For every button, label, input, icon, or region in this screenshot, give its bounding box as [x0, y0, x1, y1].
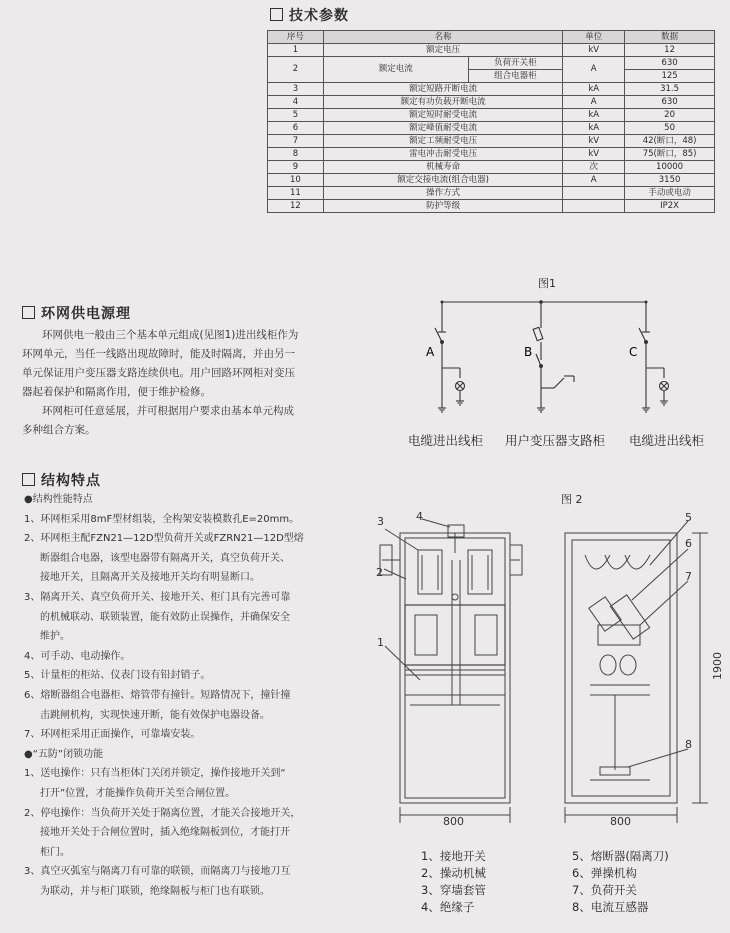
- legend-item: 5、熔断器(隔离刀): [572, 849, 669, 863]
- checkbox-square-icon: [22, 306, 35, 319]
- cell-unit: kV: [563, 135, 625, 148]
- cell-no: 4: [268, 96, 324, 109]
- cabinet-label-a: 电缆进出线柜: [408, 433, 484, 448]
- cabinet-label-b: 用户变压器支路柜: [505, 433, 606, 448]
- list-item: 1、送电操作：只有当柜体门关闭并锁定，操作接地开关到“: [24, 768, 286, 780]
- cell-unit: kV: [563, 44, 625, 57]
- list-item: 柜门。: [40, 846, 70, 858]
- cell-unit: A: [563, 174, 625, 187]
- cell-unit: kA: [563, 83, 625, 96]
- label-c: C: [629, 345, 638, 359]
- paragraph-line: 单元保证用户变压器支路连续供电。用户回路环网柜对变压: [22, 367, 295, 379]
- table-row: [268, 161, 715, 174]
- paragraph-line: 器起着保护和隔离作用，便于维护检修。: [22, 386, 211, 398]
- list-item: 维护。: [40, 631, 70, 643]
- list-item: ●“五防”闭锁功能: [24, 748, 104, 760]
- cell-value: 20: [625, 109, 715, 122]
- dim-width-right: 800: [610, 815, 631, 828]
- header-value: 数据: [625, 31, 715, 44]
- cell-no: 6: [268, 122, 324, 135]
- cell-name: 额定短时耐受电流: [323, 109, 562, 122]
- cell-no: 12: [268, 200, 324, 213]
- legend-item: 4、绝缘子: [421, 900, 475, 914]
- list-item: 2、环网柜主配FZN21—12D型负荷开关或FZRN21—12D型熔: [24, 533, 304, 545]
- cabinet-front-frame: [400, 533, 510, 803]
- callout-3: 3: [377, 515, 384, 528]
- table-row: [268, 57, 715, 70]
- list-item: 断器组合电器，该型电器带有隔离开关，真空负荷开关、: [40, 552, 290, 564]
- cell-name: 额定峰值耐受电流: [323, 122, 562, 135]
- header-unit: 单位: [563, 31, 625, 44]
- figure1-title: 图1: [538, 277, 556, 290]
- list-item: ●结构性能特点: [24, 494, 93, 505]
- cell-unit: [563, 187, 625, 200]
- cell-value: 42(断口，48): [625, 135, 715, 148]
- callout-5: 5: [685, 511, 692, 524]
- cell-no: 5: [268, 109, 324, 122]
- figure2-legend-right: [572, 848, 669, 916]
- list-item: 接地开关，且隔离开关及接地开关均有明显断口。: [40, 572, 260, 584]
- cell-value: 手动或电动: [625, 187, 715, 200]
- table-row: [268, 187, 715, 200]
- list-item: 的机械联动、联锁装置，能有效防止误操作，并确保安全: [40, 611, 290, 623]
- paragraph-line: 环网柜可任意延展，并可根据用户要求由基本单元构成: [42, 405, 294, 417]
- list-item: 2、停电操作：当负荷开关处于隔离位置，才能关合接地开关，: [24, 807, 301, 819]
- header-name: 名称: [323, 31, 562, 44]
- list-item: 打开”位置，才能操作负荷开关至合闸位置。: [40, 787, 236, 799]
- cell-subname: 负荷开关柜: [468, 57, 563, 70]
- table-row: [268, 44, 715, 57]
- header-no: 序号: [268, 31, 324, 44]
- cell-value: 12: [625, 44, 715, 57]
- cell-no: 1: [268, 44, 324, 57]
- list-item: 接地开关处于合闸位置时，插入绝缘隔板到位，才能打开: [40, 827, 290, 839]
- table-row: [268, 96, 715, 109]
- table-row: [268, 83, 715, 96]
- section-title-structure: 结构特点: [22, 470, 101, 490]
- cell-name: 额定有功负载开断电流: [323, 96, 562, 109]
- cell-name: 操作方式: [323, 187, 562, 200]
- cell-value: IP2X: [625, 200, 715, 213]
- cell-name: 额定短路开断电流: [323, 83, 562, 96]
- cell-value: 125: [625, 70, 715, 83]
- cell-name: 防护等级: [323, 200, 562, 213]
- cell-name: 额定电流: [323, 57, 468, 83]
- cell-name: 雷电冲击耐受电压: [323, 148, 562, 161]
- table-row: [268, 200, 715, 213]
- cell-no: 7: [268, 135, 324, 148]
- list-item: 7、环网柜采用正面操作，可靠墙安装。: [24, 729, 201, 741]
- list-item: 1、环网柜采用8mF型材组装，全构架安装模数孔E=20mm。: [24, 513, 300, 525]
- legend-item: 2、操动机械: [421, 866, 486, 880]
- cell-value: 10000: [625, 161, 715, 174]
- cell-unit: kV: [563, 148, 625, 161]
- paragraph-line: 多种组合方案。: [22, 424, 96, 436]
- table-row: [268, 122, 715, 135]
- figure2-drawing: [360, 505, 730, 845]
- cell-no: 9: [268, 161, 324, 174]
- callout-4: 4: [416, 510, 423, 523]
- cell-no: 8: [268, 148, 324, 161]
- cell-value: 630: [625, 57, 715, 70]
- callout-8: 8: [685, 738, 692, 751]
- cell-unit: A: [563, 57, 625, 83]
- cell-no: 2: [268, 57, 324, 83]
- cell-value: 31.5: [625, 83, 715, 96]
- figure1-schematic: [400, 290, 700, 420]
- cell-name: 额定工频耐受电压: [323, 135, 562, 148]
- list-item: 6、熔断器组合电器柜、熔管带有撞针。短路情况下，撞针撞: [24, 689, 291, 701]
- table-row: [268, 109, 715, 122]
- list-item: 为联动，并与柜门联锁，绝缘隔板与柜门也有联锁。: [40, 885, 270, 897]
- list-item: 3、真空灭弧室与隔离刀有可靠的联锁，而隔离刀与接地刀互: [24, 866, 291, 878]
- callout-2: 2: [376, 566, 383, 579]
- callout-1: 1: [377, 636, 384, 649]
- cell-value: 50: [625, 122, 715, 135]
- legend-item: 3、穿墙套管: [421, 883, 486, 897]
- legend-item: 6、弹操机构: [572, 866, 637, 880]
- table-row: [268, 135, 715, 148]
- cell-name: 额定电压: [323, 44, 562, 57]
- cell-name: 机械寿命: [323, 161, 562, 174]
- callout-6: 6: [685, 537, 692, 550]
- dim-height: 1900: [711, 652, 724, 680]
- checkbox-square-icon: [270, 8, 283, 21]
- cell-value: 3150: [625, 174, 715, 187]
- paragraph-line: 环网单元，当任一线路出现故障时，能及时隔离，并由另一: [22, 348, 295, 360]
- cell-unit: kA: [563, 122, 625, 135]
- cell-unit: [563, 200, 625, 213]
- paragraph-line: 环网供电一般由三个基本单元组成(见图1)进出线柜作为: [42, 329, 299, 341]
- cell-value: 630: [625, 96, 715, 109]
- cabinet-side-frame: [565, 533, 677, 803]
- cell-no: 10: [268, 174, 324, 187]
- checkbox-square-icon: [22, 473, 35, 486]
- ring-network-text: [22, 326, 352, 440]
- cell-unit: kA: [563, 109, 625, 122]
- cell-subname: 组合电器柜: [468, 70, 563, 83]
- list-item: 击跳闸机构，实现快速开断，能有效保护电器设备。: [40, 709, 270, 721]
- structure-list: [24, 490, 304, 901]
- label-a: A: [426, 345, 435, 359]
- dim-width-left: 800: [443, 815, 464, 828]
- section-title-tech-params: 技术参数: [270, 5, 349, 25]
- cell-unit: A: [563, 96, 625, 109]
- legend-item: 8、电流互感器: [572, 900, 649, 914]
- legend-item: 1、接地开关: [421, 849, 486, 863]
- spec-table: [267, 30, 715, 213]
- cell-unit: 次: [563, 161, 625, 174]
- cell-name: 额定交接电流(组合电器): [323, 174, 562, 187]
- cabinet-label-c: 电缆进出线柜: [629, 433, 705, 448]
- list-item: 5、计量柜的柜站、仪表门设有铅封销子。: [24, 670, 211, 682]
- table-row: [268, 148, 715, 161]
- cell-no: 11: [268, 187, 324, 200]
- list-item: 3、隔离开关、真空负荷开关、接地开关、柜门具有完善可靠: [24, 591, 291, 603]
- cell-no: 3: [268, 83, 324, 96]
- label-b: B: [524, 345, 533, 359]
- figure2-legend-left: [421, 848, 486, 916]
- insulator-icon: [448, 525, 464, 537]
- callout-7: 7: [685, 570, 692, 583]
- cell-value: 75(断口，85): [625, 148, 715, 161]
- list-item: 4、可手动、电动操作。: [24, 650, 131, 662]
- legend-item: 7、负荷开关: [572, 883, 637, 897]
- figure2-title: 图 2: [561, 493, 583, 506]
- section-title-ring-network: 环网供电源理: [22, 303, 131, 323]
- table-row: [268, 174, 715, 187]
- table-header-row: [268, 31, 715, 44]
